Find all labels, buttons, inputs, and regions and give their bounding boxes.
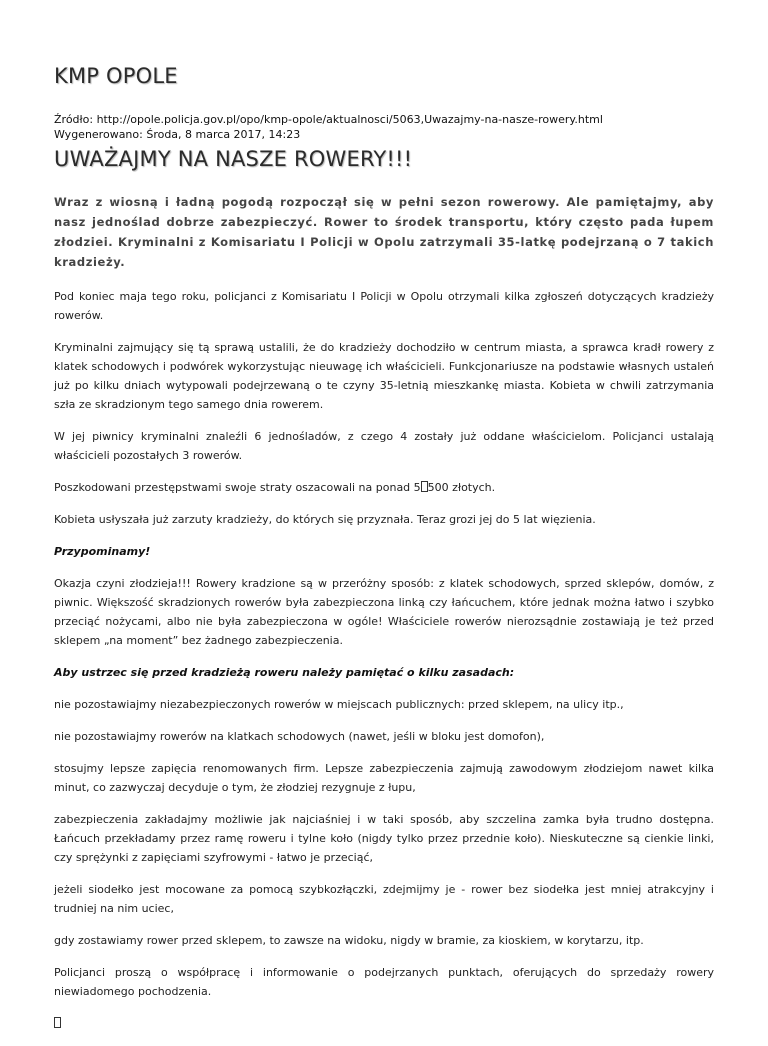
paragraph-damages [54, 478, 714, 497]
trailing-glyph [54, 1014, 714, 1033]
paragraph: Kobieta usłyszała już zarzuty kradzieży, do których się przyznała. Teraz grozi jej do 5 lat więzienia. [54, 513, 596, 526]
paragraph: Kryminalni zajmujący się tą sprawą ustalili, że do kradzieży dochodziło w centrum miasta, a sprawca kradł rowery z klatek schodowych i podwórek wykorzystując nieuwagę ich właścicieli. Funkcjonariusze na podstawie własnych ustaleń już po kilku dniach wytypowali podejrzewaną o te czyny 35-letnią mieszkankę miasta. Kobieta w chwili zatrzymania szła ze skradzionym tego samego dnia rowerem. [54, 341, 714, 411]
rule-item: zabezpieczenia zakładajmy możliwie jak najciaśniej i w taki sposób, aby szczelina zamka była trudno dostępna. Łańcuch przekładamy przez ramę roweru i tylne koło (nigdy tylko przez przednie koło). Nieskuteczne są cienkie linki, czy sprężynki z zapięciami szyfrowymi - łatwo je przeciąć, [54, 813, 714, 864]
site-title: KMP OPOLE [54, 64, 178, 88]
paragraph-damages-text: Poszkodowani przestępstwami swoje straty oszacowali na ponad 5 [54, 481, 421, 494]
document-meta [54, 112, 603, 142]
rules-heading: Aby ustrzec się przed kradzieżą roweru należy pamiętać o kilku zasadach: [54, 666, 515, 679]
paragraph: W jej piwnicy kryminalni znaleźli 6 jednośladów, z czego 4 zostały już oddane właścicielom. Policjanci ustalają właścicieli pozostałych 3 rowerów. [54, 430, 714, 462]
reminder-text: Okazja czyni złodzieja!!! Rowery kradzione są w przeróżny sposób: z klatek schodowych, sprzed sklepów, domów, z piwnic. Większość skradzionych rowerów była zabezpieczona linką czy łańcuchem, które jednak można łatwo i szybko przeciąć nożycami, albo nie była zabezpieczona w ogóle! Właściciele rowerów nierozsądnie zostawiają je też przed sklepem „na moment” bez żadnego zabezpieczenia. [54, 577, 714, 647]
rule-item: stosujmy lepsze zapięcia renomowanych firm. Lepsze zabezpieczenia zajmują zawodowym złodziejom nawet kilka minut, co zazwyczaj decyduje o tym, że złodziej rezygnuje z łupu, [54, 762, 714, 794]
paragraph-damages-amount: 500 złotych. [427, 481, 496, 494]
rule-item: gdy zostawiamy rower przed sklepem, to zawsze na widoku, nigdy w bramie, za kioskiem, w korytarzu, itp. [54, 934, 644, 947]
generated-line: Wygenerowano: Środa, 8 marca 2017, 14:23 [54, 128, 301, 141]
rule-item: jeżeli siodełko jest mocowane za pomocą szybkozłączki, zdejmijmy je - rower bez siodełka jest mniej atrakcyjny i trudniej na nim uciec, [54, 883, 714, 915]
article-lead: Wraz z wiosną i ładną pogodą rozpoczął się w pełni sezon rowerowy. Ale pamiętajmy, aby nasz jednoślad dobrze zabezpieczyć. Rower to środek transportu, który często pada łupem złodziei. Kryminalni z Komisariatu I Policji w Opolu zatrzymali 35-latkę podejrzaną o 7 takich kradzieży. [54, 195, 714, 269]
rule-item: nie pozostawiajmy rowerów na klatkach schodowych (nawet, jeśli w bloku jest domofon), [54, 730, 545, 743]
closing-paragraph: Policjanci proszą o współpracę i informowanie o podejrzanych punktach, oferujących do sprzedaży rowery niewiadomego pochodzenia. [54, 966, 714, 998]
rule-item: nie pozostawiajmy niezabezpieczonych rowerów w miejscach publicznych: przed sklepem, na ulicy itp., [54, 698, 624, 711]
paragraph: Pod koniec maja tego roku, policjanci z Komisariatu I Policji w Opolu otrzymali kilka zgłoszeń dotyczących kradzieży rowerów. [54, 290, 714, 322]
article-content [54, 192, 714, 1046]
missing-glyph-icon [54, 1017, 61, 1028]
article-title: UWAŻAJMY NA NASZE ROWERY!!! [54, 147, 413, 171]
source-line: Źródło: http://opole.policja.gov.pl/opo/kmp-opole/aktualnosci/5063,Uwazajmy-na-nasze-rowery.html [54, 113, 603, 126]
missing-glyph-icon [421, 481, 428, 492]
reminder-heading: Przypominamy! [54, 545, 151, 558]
